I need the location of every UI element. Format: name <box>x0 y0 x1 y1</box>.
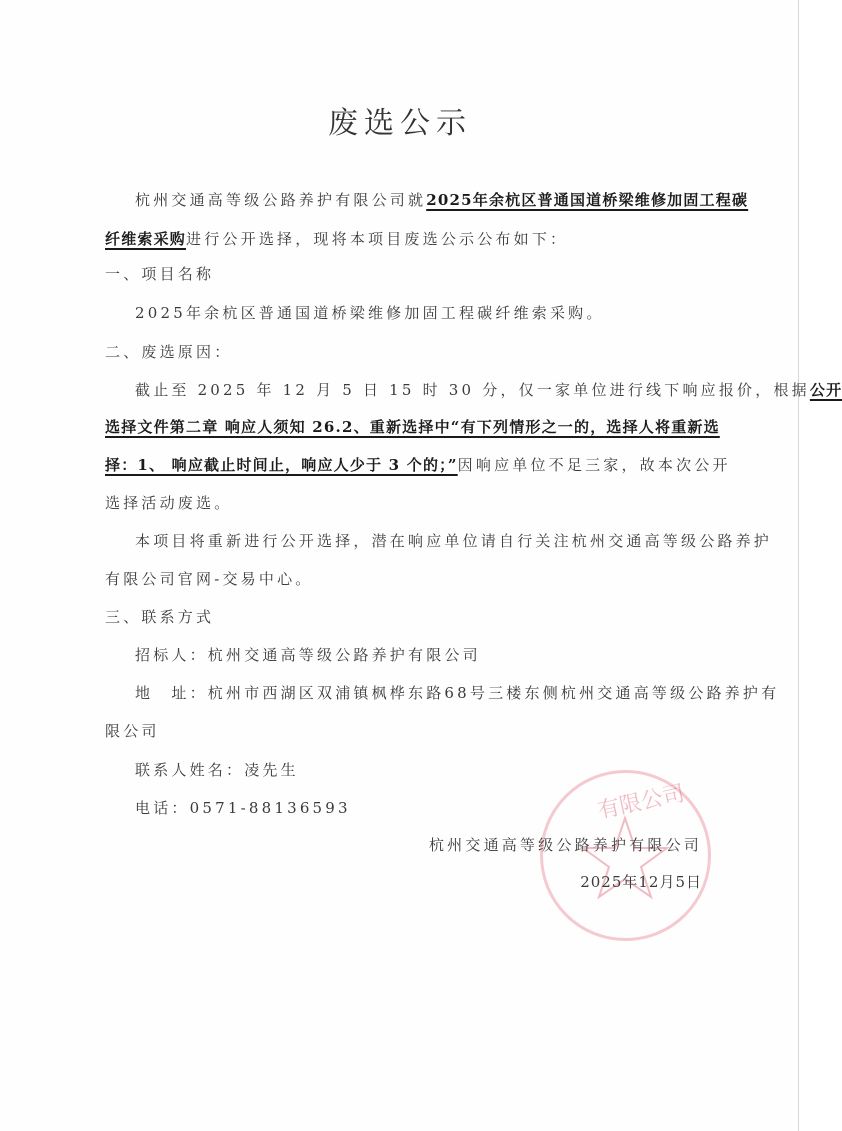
reason-line-4: 选择活动废选。 <box>105 494 233 512</box>
intro-prefix: 杭州交通高等级公路养护有限公司就 <box>135 191 427 209</box>
reason-line-1 <box>135 380 842 400</box>
page-edge <box>798 0 799 1131</box>
reason-text-plain: 因响应单位不足三家，故本次公开 <box>457 456 731 474</box>
address-line-2: 限公司 <box>105 722 160 740</box>
project-name-underlined-1: 2025年余杭区普通国道桥梁维修加固工程碳 <box>426 191 749 209</box>
reselect-line-2: 有限公司官网-交易中心。 <box>105 570 314 588</box>
project-name-underlined-2: 纤维索采购 <box>105 230 187 248</box>
reason-text-underlined: 择：1、 响应截止时间止，响应人少于 3 个的；” <box>105 456 458 474</box>
reason-text-plain: 截止至 2025 年 12 月 5 日 15 时 30 分，仅一家单位进行线下响应报价，根据 <box>135 381 810 399</box>
phone: 电话：0571-88136593 <box>135 799 351 817</box>
section2-heading: 二、废选原因： <box>105 343 233 361</box>
reason-line-3 <box>105 455 731 475</box>
signature-company: 杭州交通高等级公路养护有限公司 <box>428 836 702 854</box>
intro-line-1 <box>135 190 749 210</box>
svg-text:有限公司: 有限公司 <box>595 781 687 824</box>
reason-line-2 <box>105 417 720 437</box>
reason-text-underlined: 公开 <box>809 381 842 399</box>
signature-date: 2025年12月5日 <box>580 873 702 891</box>
intro-suffix: 进行公开选择，现将本项目废选公示公布如下： <box>186 230 569 248</box>
section1-heading: 一、项目名称 <box>105 265 215 283</box>
contact-name: 联系人姓名：凌先生 <box>135 761 299 779</box>
section3-heading: 三、联系方式 <box>105 608 215 626</box>
page-title: 废选公示 <box>328 106 472 141</box>
company-seal <box>540 770 711 941</box>
section1-content: 2025年余杭区普通国道桥梁维修加固工程碳纤维索采购。 <box>135 304 605 322</box>
tenderer: 招标人：杭州交通高等级公路养护有限公司 <box>135 646 481 664</box>
address-line-1: 地 址：杭州市西湖区双浦镇枫桦东路68号三楼东侧杭州交通高等级公路养护有 <box>135 684 780 702</box>
reselect-line-1: 本项目将重新进行公开选择，潜在响应单位请自行关注杭州交通高等级公路养护 <box>135 532 773 550</box>
intro-line-2 <box>105 229 705 249</box>
reason-text-underlined: 选择文件第二章 响应人须知 26.2、重新选择中“有下列情形之一的，选择人将重新选 <box>105 418 720 436</box>
